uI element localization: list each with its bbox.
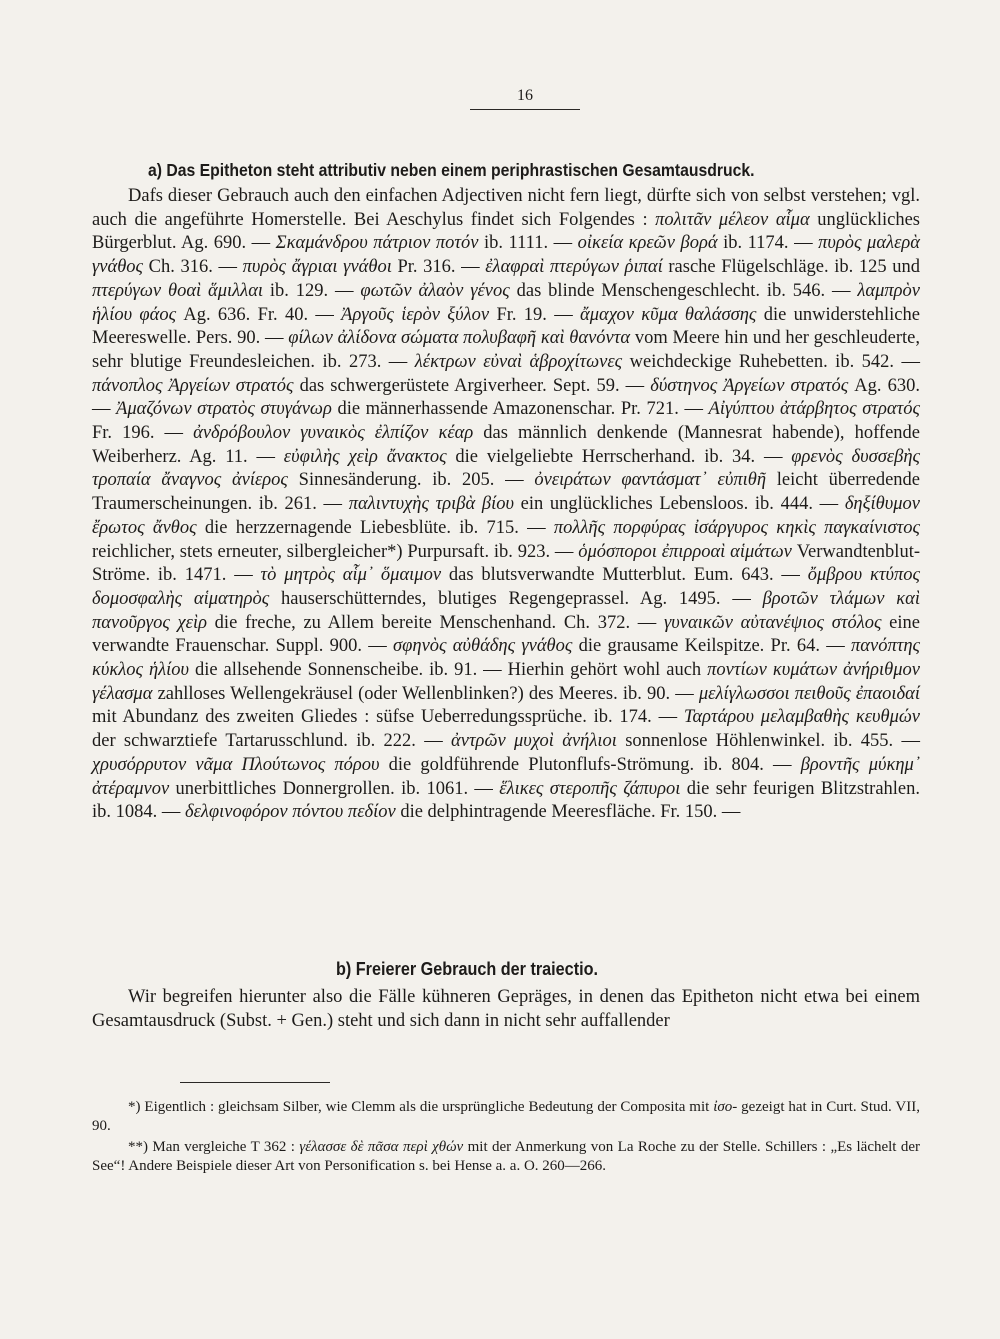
text-run: unerbittliches Donnergrollen. ib. 1061. — <box>169 778 500 799</box>
text-run: unglückliches Bürgerblut. Ag. 690. — <box>92 209 921 254</box>
section-b-body <box>92 985 920 1033</box>
text-run: weichdeckige Ruhebetten. ib. 542. — <box>622 351 921 372</box>
greek-phrase: πάνοπλος Ἀργείων στρατός <box>92 375 294 396</box>
greek-phrase: ἄμαχον κῦμα θαλάσσης <box>580 304 757 325</box>
text-run: das schwergerüstete Argiverheer. Sept. 59. — <box>293 375 651 396</box>
text-run: die herzzernagende Liebesblüte. ib. 715. — <box>196 517 554 538</box>
greek-phrase: πανόπτης κύκλος ἡλίου <box>92 636 921 681</box>
page-number: 16 <box>517 87 533 104</box>
text-run: die freche, zu Allem bereite Menschenhand. Ch. 372. — <box>207 612 664 633</box>
section-b-paragraph: Wir begreifen hierunter also die Fälle kühneren Gepräges, in denen das Epitheton nicht etwa bei einem Gesamtausdruck (Subst. + Gen.) steht und sich dann in nicht sehr auffallender <box>92 987 920 1031</box>
text-run: hauserschütterndes, blutiges Regengeprassel. Ag. 1495. — <box>269 588 763 609</box>
text-run: das blinde Menschengeschlecht. ib. 546. — <box>509 280 858 301</box>
footnote-2 <box>92 1138 920 1176</box>
greek-phrase: σφηνὸς αὐθάδης γνάθος <box>393 636 573 657</box>
greek-phrase: πολλῆς πορφύρας ἰσάργυρος κηκὶς παγκαίνιστος <box>553 517 920 538</box>
text-run: mit Abundanz des zweiten Gliedes : süfse Ueberredungssprüche. ib. 174. — <box>92 707 684 728</box>
text-run: die delphintragende Meeresfläche. Fr. 150. — <box>395 802 741 823</box>
footnotes <box>92 1098 920 1178</box>
greek-phrase: Ταρτάρου μελαμβαθὴς κευθμών <box>683 707 920 728</box>
section-a-heading: a) Das Epitheton steht attributiv neben einem periphrastischen Gesamtausdruck. <box>148 160 755 180</box>
text-run: die vielgeliebte Herrscherhand. ib. 34. — <box>446 446 792 467</box>
greek-phrase: παλιντυχὴς τριβὰ βίου <box>348 494 514 515</box>
header-rule <box>470 109 580 110</box>
text-run: das blutsverwandte Mutterblut. Eum. 643. — <box>441 565 808 586</box>
greek-phrase: ἀντρῶν μυχοὶ ἀνήλιοι <box>451 731 617 752</box>
text-run: die unwiderstehliche Meereswelle. Pers. 90. — <box>92 304 920 349</box>
greek-phrase: φίλων ἀλίδονα σώματα πολυβαφῆ καὶ θανόντα <box>288 328 631 349</box>
text-run: ib. 129. — <box>263 280 361 301</box>
text-run: sonnenlose Höhlenwinkel. ib. 455. — <box>616 731 920 752</box>
text-run: Fr. 196. — <box>92 423 194 444</box>
greek-phrase: ποντίων κυμάτων ἀνήριθμον γέλασμα <box>92 660 921 704</box>
text-run: reichlicher, stets erneuter, silbergleicher*) Purpursaft. ib. 923. — <box>92 541 579 562</box>
text-run: rasche Flügelschläge. ib. 125 und <box>662 257 920 278</box>
greek-phrase: λαμπρὸν ἡλίου φάος <box>92 280 920 325</box>
text-run: Pr. 316. — <box>391 257 486 278</box>
greek-phrase: ἰσο- <box>713 1099 738 1115</box>
text-run: ein unglückliches Lebensloos. ib. 444. — <box>513 494 845 515</box>
text-run: das männlich denkende (Mannesrat habende), hoffende Weiberherz. Ag. 11. — <box>92 423 920 467</box>
text-run: die sehr feurigen Blitzstrahlen. ib. 1084. — <box>92 778 920 823</box>
text-run: leicht überredende Traumerscheinungen. ib. 261. — <box>92 470 920 515</box>
text-run: gezeigt hat in Curt. Stud. VII, 90. <box>92 1099 920 1134</box>
text-run: Fr. 19. — <box>489 304 581 325</box>
text-run: mit der Anmerkung von La Roche zu der Stelle. Schillers : „Es lächelt der See“! Andere Beispiele dieser Art von Personification s. bei Hense a. a. O. 260—266. <box>92 1139 921 1174</box>
greek-phrase: Ἀργοῦς ἱερὸν ξύλον <box>341 304 490 325</box>
text-run: die goldführende Plutonflufs-Strömung. ib. 804. — <box>379 754 801 775</box>
text-run: **) Man vergleiche T 362 : <box>128 1139 300 1155</box>
greek-phrase: χρυσόρρυτον νᾶμα Πλούτωνος πόρου <box>92 754 380 775</box>
text-run: ib. 1174. — <box>717 233 819 254</box>
section-a-body <box>92 185 920 825</box>
text-run: vom Meere hin und her geschleuderte, sehr blutige Freundesleichen. ib. 273. — <box>92 328 920 372</box>
text-run: zahlloses Wellengekräusel (oder Wellenblinken?) des Meeres. ib. 90. — <box>152 683 699 704</box>
text-run: Dafs dieser Gebrauch auch den einfachen Adjectiven nicht fern liegt, dürfte sich von selbst verstehen; vgl. auch die angeführte Homerstelle. Bei Aeschylus findet sich Folgendes : <box>92 186 920 230</box>
greek-phrase: φωτῶν ἀλαὸν γένος <box>360 280 510 301</box>
text-run: Sinnesänderung. ib. 205. — <box>287 470 535 491</box>
text-run: Ch. 316. — <box>143 257 243 278</box>
greek-phrase: γέλασσε δὲ πᾶσα περὶ χθών <box>299 1139 464 1155</box>
greek-phrase: πυρὸς μαλερὰ γνάθος <box>92 233 920 278</box>
greek-phrase: πυρὸς ἄγριαι γνάθοι <box>242 257 392 278</box>
greek-phrase: δύστηνος Ἀργείων στρατός <box>650 375 849 396</box>
footnote-rule <box>180 1082 330 1083</box>
greek-phrase: Αἰγύπτου ἀτάρβητος στρατός <box>708 399 920 420</box>
section-b-heading: b) Freierer Gebrauch der traiectio. <box>336 959 598 979</box>
text-run: die allsehende Sonnenscheibe. ib. 91. — Hierhin gehört wohl auch <box>189 660 708 681</box>
text-run: *) Eigentlich : gleichsam Silber, wie Clemm als die ursprüngliche Bedeutung der Composita mit <box>128 1099 714 1115</box>
text-run: ib. 1111. — <box>478 233 578 254</box>
greek-phrase: μελίγλωσσοι πειθοῦς ἐπαοιδαί <box>698 683 921 704</box>
text-run: die männerhassende Amazonenschar. Pr. 721. — <box>331 399 709 420</box>
text-run: Ag. 636. Fr. 40. — <box>176 304 342 325</box>
greek-phrase: τὸ μητρὸς αἷμ᾽ ὅμαιμον <box>260 565 442 586</box>
greek-phrase: οἰκεία κρεῶν βορά <box>577 233 718 254</box>
greek-phrase: Ἀμαζόνων στρατὸς στυγάνωρ <box>116 399 332 420</box>
greek-phrase: ἐλαφραὶ πτερύγων ῥιπαί <box>485 257 663 278</box>
greek-phrase: ὄμβρου κτύπος δομοσφαλὴς αἱματηρὸς <box>92 565 920 609</box>
greek-phrase: πτερύγων θοαὶ ἅμιλλαι <box>92 280 264 301</box>
greek-phrase: ἕλικες στεροπῆς ζάπυροι <box>499 778 681 799</box>
greek-phrase: γυναικῶν αὐτανέψιος στόλος <box>663 612 882 633</box>
greek-phrase: εὐφιλὴς χεὶρ ἄνακτος <box>283 446 447 467</box>
text-run: der schwarztiefe Tartarusschlund. ib. 222. — <box>92 731 452 752</box>
footnote-1 <box>92 1098 920 1136</box>
greek-phrase: ὀνειράτων φαντάσματ᾽ εὐπιθῆ <box>534 470 767 491</box>
text-run: Verwandtenblut-Ströme. ib. 1471. — <box>92 541 920 586</box>
text-run: Ag. 630. — <box>92 375 920 420</box>
section-a-paragraph <box>92 185 920 825</box>
greek-phrase: Σκαμάνδρου πάτριον ποτόν <box>275 233 479 254</box>
greek-phrase: λέκτρων εὐναὶ ἁβροχίτωνες <box>414 351 623 372</box>
greek-phrase: πολιτᾶν μέλεον αἷμα <box>655 209 810 230</box>
greek-phrase: φρενὸς δυσσεβὴς τροπαία ἄναγνος ἀνίερος <box>92 446 920 491</box>
greek-phrase: δελφινοφόρον πόντου πεδίον <box>185 802 396 823</box>
greek-phrase: ἀνδρόβουλον γυναικὸς ἐλπίζον κέαρ <box>193 423 474 444</box>
greek-phrase: βροντῆς μύκημ᾽ ἀτέραμνον <box>92 754 920 799</box>
greek-phrase: ὁμόσποροι ἐπιρροαὶ αἱμάτων <box>578 541 792 562</box>
greek-phrase: βροτῶν τλάμων καὶ πανοῦργος χεὶρ <box>92 588 920 633</box>
text-run: eine verwandte Frauenschar. Suppl. 900. — <box>92 612 920 657</box>
text-run: die grausame Keilspitze. Pr. 64. — <box>572 636 851 657</box>
greek-phrase: δηξίθυμον ἔρωτος ἄνθος <box>92 494 920 538</box>
